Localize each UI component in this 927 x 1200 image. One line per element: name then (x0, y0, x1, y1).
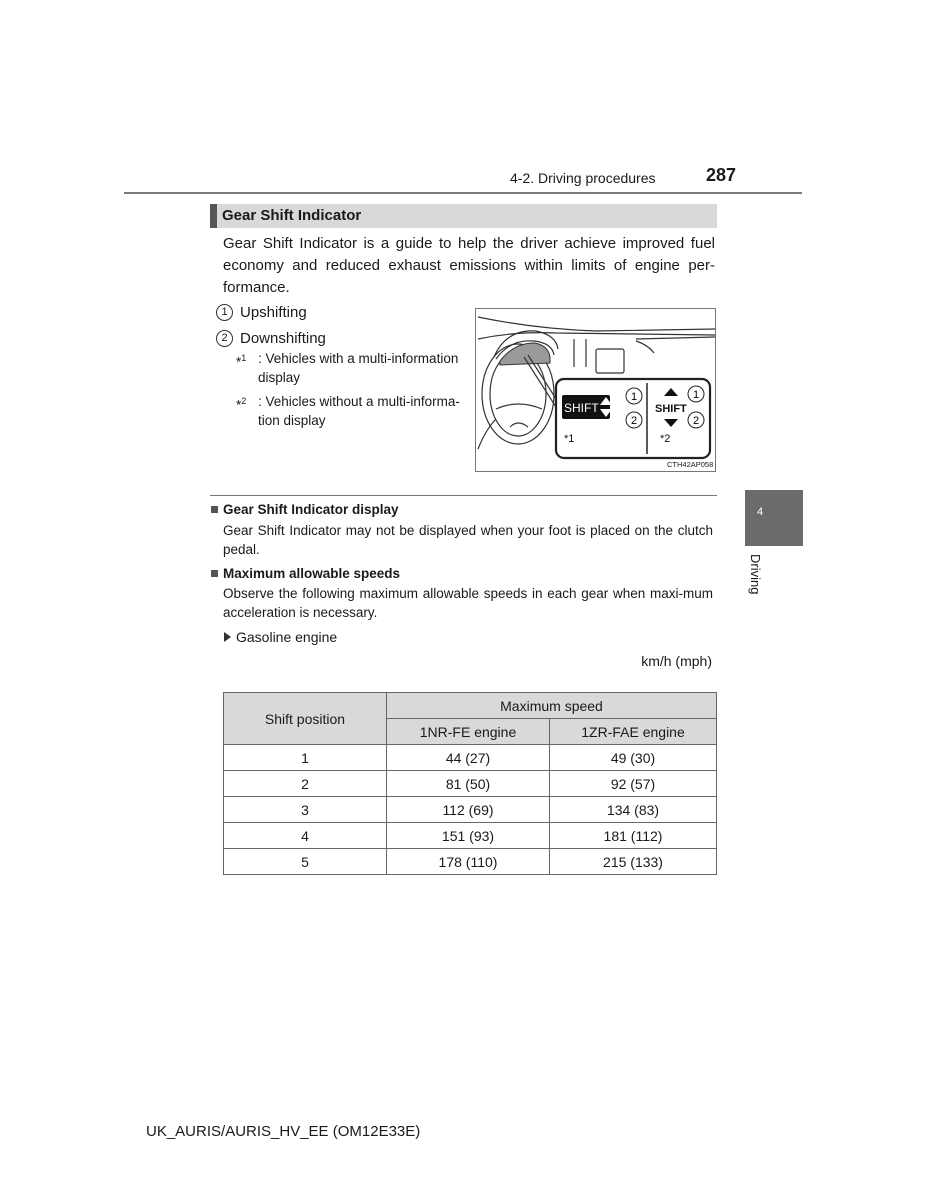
document-footer-code: UK_AURIS/AURIS_HV_EE (OM12E33E) (146, 1123, 421, 1140)
table-row (224, 771, 717, 797)
cell-engine-2-speed: 215 (133) (550, 849, 717, 875)
cell-engine-1-speed: 81 (50) (387, 771, 550, 797)
legend-label: Upshifting (240, 304, 307, 321)
cell-shift-position: 2 (224, 771, 387, 797)
section-title: Gear Shift Indicator (210, 204, 717, 228)
footnote-1 (236, 349, 468, 387)
units-label: km/h (mph) (641, 653, 712, 669)
chapter-tab[interactable] (745, 490, 803, 546)
cell-engine-2-speed: 92 (57) (550, 771, 717, 797)
header-divider (124, 192, 802, 194)
header-engine-2: 1ZR-FAE engine (550, 719, 717, 745)
running-header-section: 4-2. Driving procedures (510, 170, 656, 186)
footnote-text: : Vehicles without a multi-informa-tion display (258, 394, 460, 428)
header-maximum-speed: Maximum speed (387, 693, 717, 719)
cell-engine-1-speed: 151 (93) (387, 823, 550, 849)
table-row (224, 849, 717, 875)
square-bullet-icon (211, 506, 218, 513)
display-heading: Gear Shift Indicator display (211, 502, 399, 517)
illustration-code: CTH42AP058 (667, 460, 714, 469)
cell-shift-position: 4 (224, 823, 387, 849)
display-paragraph: Gear Shift Indicator may not be displayed when your foot is placed on the clutch pedal. (223, 523, 713, 557)
cell-engine-2-speed: 49 (30) (550, 745, 717, 771)
chapter-tab-number: 4 (756, 506, 764, 518)
shift-label-1: SHIFT (564, 401, 599, 415)
callout-2-b: 2 (693, 415, 700, 427)
triangle-bullet-icon (224, 632, 231, 642)
legend-item-downshifting (216, 330, 326, 347)
callout-1-b: 1 (693, 389, 700, 401)
table-row (224, 797, 717, 823)
cell-engine-1-speed: 112 (69) (387, 797, 550, 823)
intro-paragraph: Gear Shift Indicator is a guide to help the driver achieve improved fuel economy and reduced exhaust emissions within limits of engine per-formance. (223, 235, 715, 296)
cell-engine-1-speed: 178 (110) (387, 849, 550, 875)
cell-shift-position: 1 (224, 745, 387, 771)
footnote-mark: *$^2$ (236, 396, 247, 413)
star-1-label: *1 (564, 433, 575, 445)
cell-shift-position: 5 (224, 849, 387, 875)
footnote-mark: *$^1$ (236, 353, 247, 370)
cell-engine-1-speed: 44 (27) (387, 745, 550, 771)
cell-shift-position: 3 (224, 797, 387, 823)
chapter-tab-label: Driving (748, 554, 763, 595)
shift-label-2: SHIFT (655, 403, 687, 415)
callout-2-a: 2 (631, 415, 638, 427)
header-engine-1: 1NR-FE engine (387, 719, 550, 745)
callout-number-1: 1 (216, 304, 233, 321)
speeds-paragraph: Observe the following maximum allowable speeds in each gear when maxi-mum acceleration is necessary. (223, 586, 713, 620)
dashboard-illustration (475, 308, 716, 472)
page-number: 287 (706, 165, 737, 185)
max-speed-table (223, 692, 717, 875)
table-row (224, 823, 717, 849)
star-2-label: *2 (660, 433, 671, 445)
dashboard-drawing (476, 309, 715, 471)
legend-item-upshifting (216, 304, 307, 321)
header-shift-position: Shift position (224, 693, 387, 745)
legend-label: Downshifting (240, 330, 326, 347)
cell-engine-2-speed: 134 (83) (550, 797, 717, 823)
callout-1-a: 1 (631, 391, 638, 403)
speeds-heading: Maximum allowable speeds (211, 566, 400, 581)
table-row (224, 745, 717, 771)
footnote-text: : Vehicles with a multi-information display (258, 351, 459, 385)
callout-number-2: 2 (216, 330, 233, 347)
cell-engine-2-speed: 181 (112) (550, 823, 717, 849)
square-bullet-icon (211, 570, 218, 577)
engine-type-item: Gasoline engine (224, 629, 337, 645)
subsection-divider (210, 495, 717, 496)
footnote-2 (236, 392, 468, 430)
